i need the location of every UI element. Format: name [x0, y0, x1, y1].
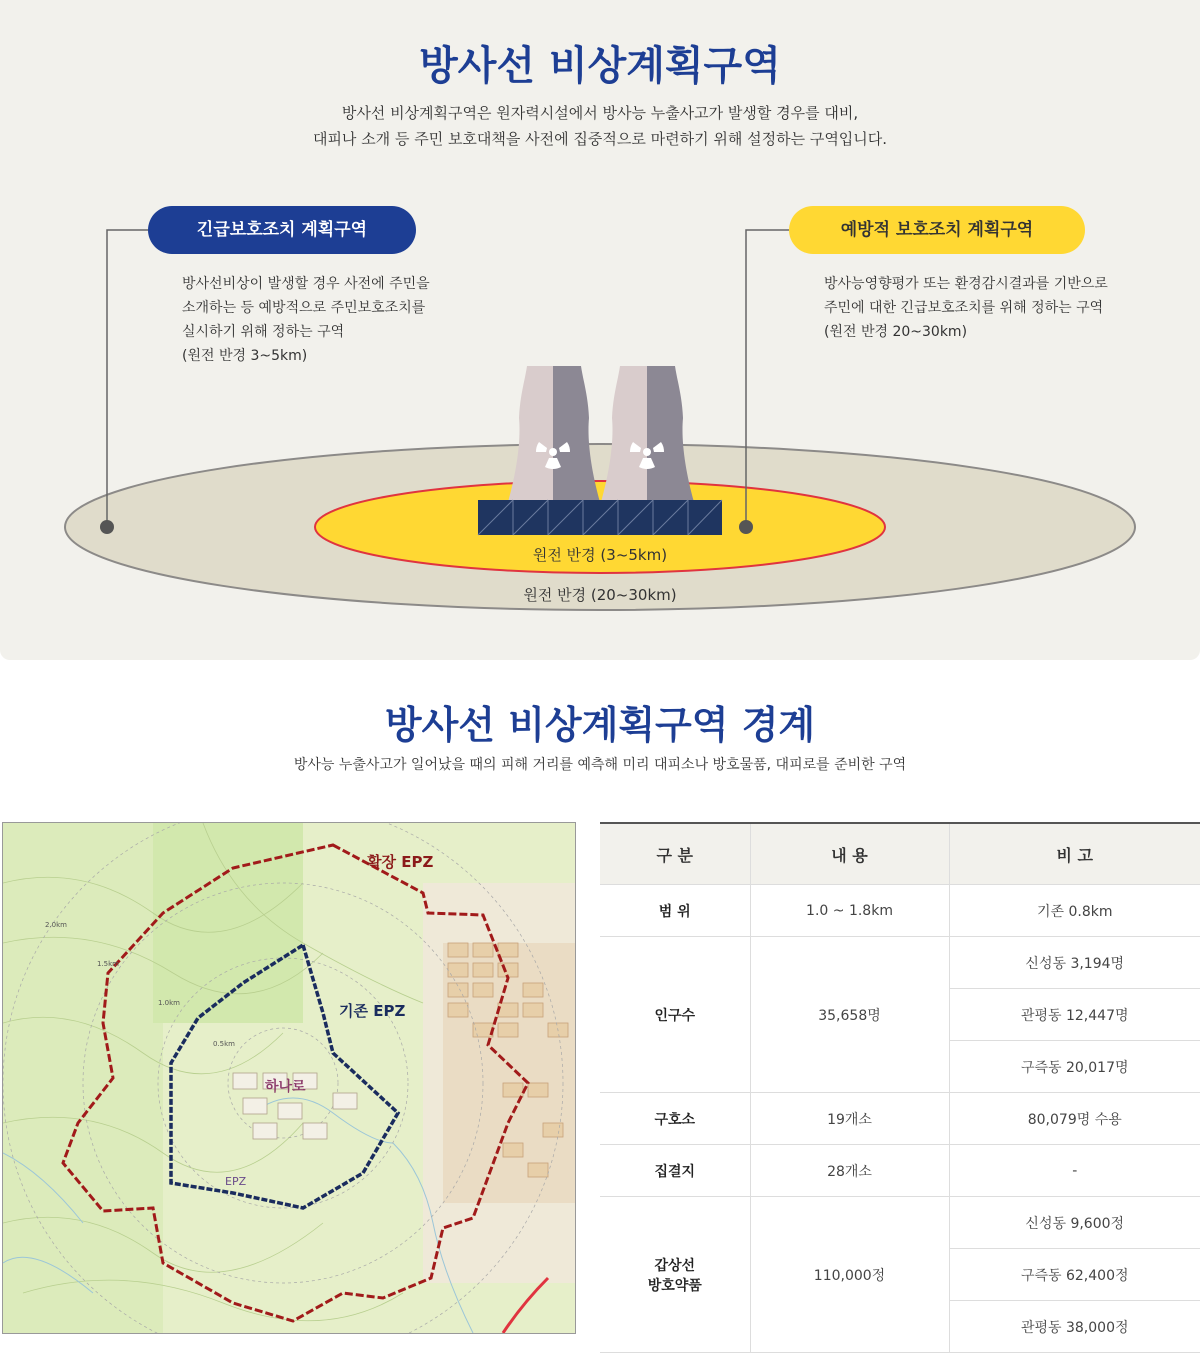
row-label-line: 갑상선	[654, 1257, 696, 1274]
row-note: 구즉동 20,017명	[949, 1041, 1200, 1093]
row-note: 80,079명 수용	[949, 1093, 1200, 1145]
row-value: 1.0 ~ 1.8km	[750, 885, 949, 937]
map-graphic	[3, 823, 575, 1333]
precautionary-zone-desc	[824, 272, 1108, 344]
table-row	[600, 937, 1200, 989]
right-leader-dot	[739, 520, 753, 534]
urgent-protective-zone-badge: 긴급보호조치 계획구역	[148, 206, 416, 254]
map-label-reactor: 하나로	[265, 1079, 306, 1095]
desc-line: (원전 반경 3~5km)	[182, 348, 308, 364]
row-value: 110,000정	[750, 1197, 949, 1353]
desc-line: (원전 반경 20~30km)	[824, 324, 968, 340]
row-note: 신성동 3,194명	[949, 937, 1200, 989]
row-label-line: 방호약품	[647, 1277, 702, 1294]
row-label: 구호소	[600, 1093, 750, 1145]
row-note: 구즉동 62,400정	[949, 1249, 1200, 1301]
table-row	[600, 1145, 1200, 1197]
precautionary-zone-badge: 예방적 보호조치 계획구역	[789, 206, 1085, 254]
row-label: 인구수	[600, 937, 750, 1093]
header-remarks: 비 고	[949, 823, 1200, 885]
row-note: 신성동 9,600정	[949, 1197, 1200, 1249]
row-note: 관평동 38,000정	[949, 1301, 1200, 1353]
row-value: 19개소	[750, 1093, 949, 1145]
table-header-row	[600, 823, 1200, 885]
section-subtitle: 방사능 누출사고가 일어났을 때의 피해 거리를 예측해 미리 대피소나 방호물품, 대피로를 준비한 구역	[293, 757, 907, 773]
urgent-protective-zone-desc	[182, 272, 430, 368]
epz-info-table	[600, 822, 1200, 1353]
row-label: 범 위	[600, 885, 750, 937]
row-label: 집결지	[600, 1145, 750, 1197]
desc-line: 실시하기 위해 정하는 구역	[182, 324, 345, 340]
desc-line: 소개하는 등 예방적으로 주민보호조치를	[182, 300, 426, 316]
row-note: 관평동 12,447명	[949, 989, 1200, 1041]
row-value: 35,658명	[750, 937, 949, 1093]
map-label-1-5km: 1.5km	[97, 960, 120, 968]
map-label-epz: EPZ	[225, 1175, 247, 1188]
header-content: 내 용	[750, 823, 949, 885]
desc-line: 방사능영향평가 또는 환경감시결과를 기반으로	[824, 276, 1108, 292]
page-title: 방사선 비상계획구역	[419, 43, 781, 89]
map-label-existing-epz: 기존 EPZ	[339, 1002, 406, 1020]
map-label-expanded-epz: 확장 EPZ	[367, 853, 434, 871]
desc-line: 방사선비상이 발생할 경우 사전에 주민을	[182, 276, 430, 292]
inner-radius-label: 원전 반경 (3~5km)	[532, 546, 668, 564]
outer-radius-label: 원전 반경 (20~30km)	[523, 586, 677, 604]
desc-line: 주민에 대한 긴급보호조치를 위해 정하는 구역	[824, 300, 1104, 316]
map-label-0-5km: 0.5km	[213, 1040, 236, 1048]
row-note: -	[949, 1145, 1200, 1197]
table-row	[600, 1093, 1200, 1145]
reactor-base	[478, 500, 722, 535]
left-leader-line	[107, 230, 148, 527]
row-value: 28개소	[750, 1145, 949, 1197]
table-row	[600, 1197, 1200, 1249]
table-row	[600, 885, 1200, 937]
cooling-tower-icon	[601, 366, 694, 502]
row-label	[600, 1197, 750, 1353]
left-leader-dot	[100, 520, 114, 534]
intro-line-2: 대피나 소개 등 주민 보호대책을 사전에 집중적으로 마련하기 위해 설정하는 구역입니다.	[312, 130, 888, 148]
section-title: 방사선 비상계획구역 경계	[384, 703, 816, 747]
row-note: 기존 0.8km	[949, 885, 1200, 937]
map-label-1km: 1.0km	[158, 999, 181, 1007]
map-label-2km: 2.0km	[45, 921, 68, 929]
cooling-tower-icon	[508, 366, 600, 502]
header-category: 구 분	[600, 823, 750, 885]
epz-boundary-map	[2, 822, 576, 1334]
intro-line-1: 방사선 비상계획구역은 원자력시설에서 방사능 누출사고가 발생할 경우를 대비,	[341, 104, 859, 122]
